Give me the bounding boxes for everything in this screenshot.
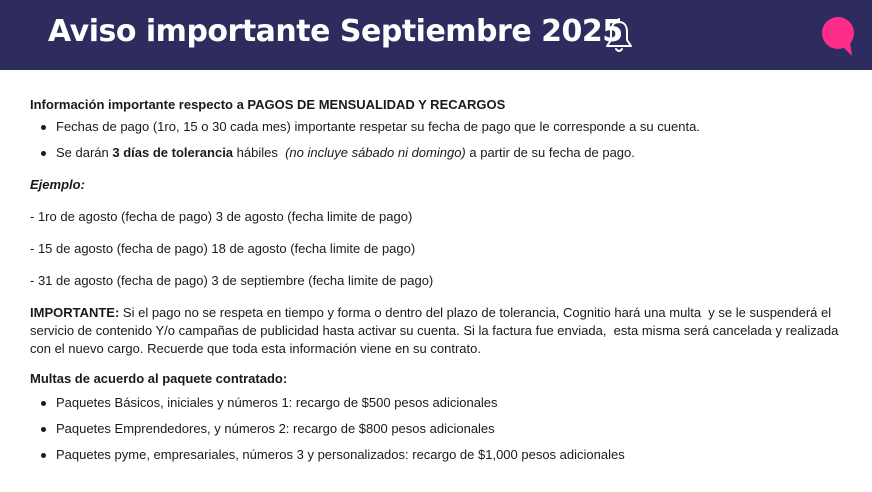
- example-line: - 31 de agosto (fecha de pago) 3 de septiembre (fecha limite de pago): [30, 273, 434, 288]
- tolerance-note: (no incluye sábado ni domingo): [285, 145, 466, 160]
- notice-body: [30, 96, 860, 472]
- payments-heading: Información importante respecto a PAGOS DE MENSUALIDAD Y RECARGOS: [30, 97, 506, 112]
- tolerance-middle: hábiles: [233, 145, 286, 160]
- payment-dates-text: Fechas de pago (1ro, 15 o 30 cada mes) importante respetar su fecha de pago que le corresponde a su cuenta.: [56, 119, 700, 134]
- important-text: Si el pago no se respeta en tiempo y forma o dentro del plazo de tolerancia, Cognitio hará una multa y se le suspenderá el servicio de contenido Y/o campañas de publicidad hasta activar su cuenta. Si la factura fue enviada, esta misma será cancelada y realizada con el nuevo cargo. Recuerde que toda esta información viene en su contrato.: [30, 305, 843, 356]
- important-label: IMPORTANTE:: [30, 305, 120, 320]
- list-item: Paquetes Básicos, iniciales y números 1: recargo de $500 pesos adicionales: [54, 394, 860, 412]
- list-item: Paquetes Emprendedores, y números 2: recargo de $800 pesos adicionales: [54, 420, 860, 438]
- fines-list: [30, 394, 860, 464]
- tolerance-days: 3 días de tolerancia: [112, 145, 234, 160]
- important-paragraph: [30, 304, 860, 358]
- payments-list: [30, 118, 860, 162]
- page-title: Aviso importante Septiembre 2025: [48, 14, 623, 49]
- list-item: [54, 144, 860, 162]
- list-item: [54, 118, 860, 136]
- header-bar: [0, 0, 872, 70]
- example-heading: Ejemplo:: [30, 177, 85, 192]
- bell-icon: [604, 18, 634, 54]
- example-line: - 1ro de agosto (fecha de pago) 3 de agosto (fecha limite de pago): [30, 209, 413, 224]
- tolerance-prefix: Se darán: [56, 145, 113, 160]
- tolerance-suffix: a partir de su fecha de pago.: [465, 145, 635, 160]
- speech-bubble-logo-icon: [820, 16, 858, 58]
- list-item: Paquetes pyme, empresariales, números 3 y personalizados: recargo de $1,000 pesos adicionales: [54, 446, 860, 464]
- example-line: - 15 de agosto (fecha de pago) 18 de agosto (fecha limite de pago): [30, 241, 416, 256]
- fines-heading: Multas de acuerdo al paquete contratado:: [30, 371, 288, 386]
